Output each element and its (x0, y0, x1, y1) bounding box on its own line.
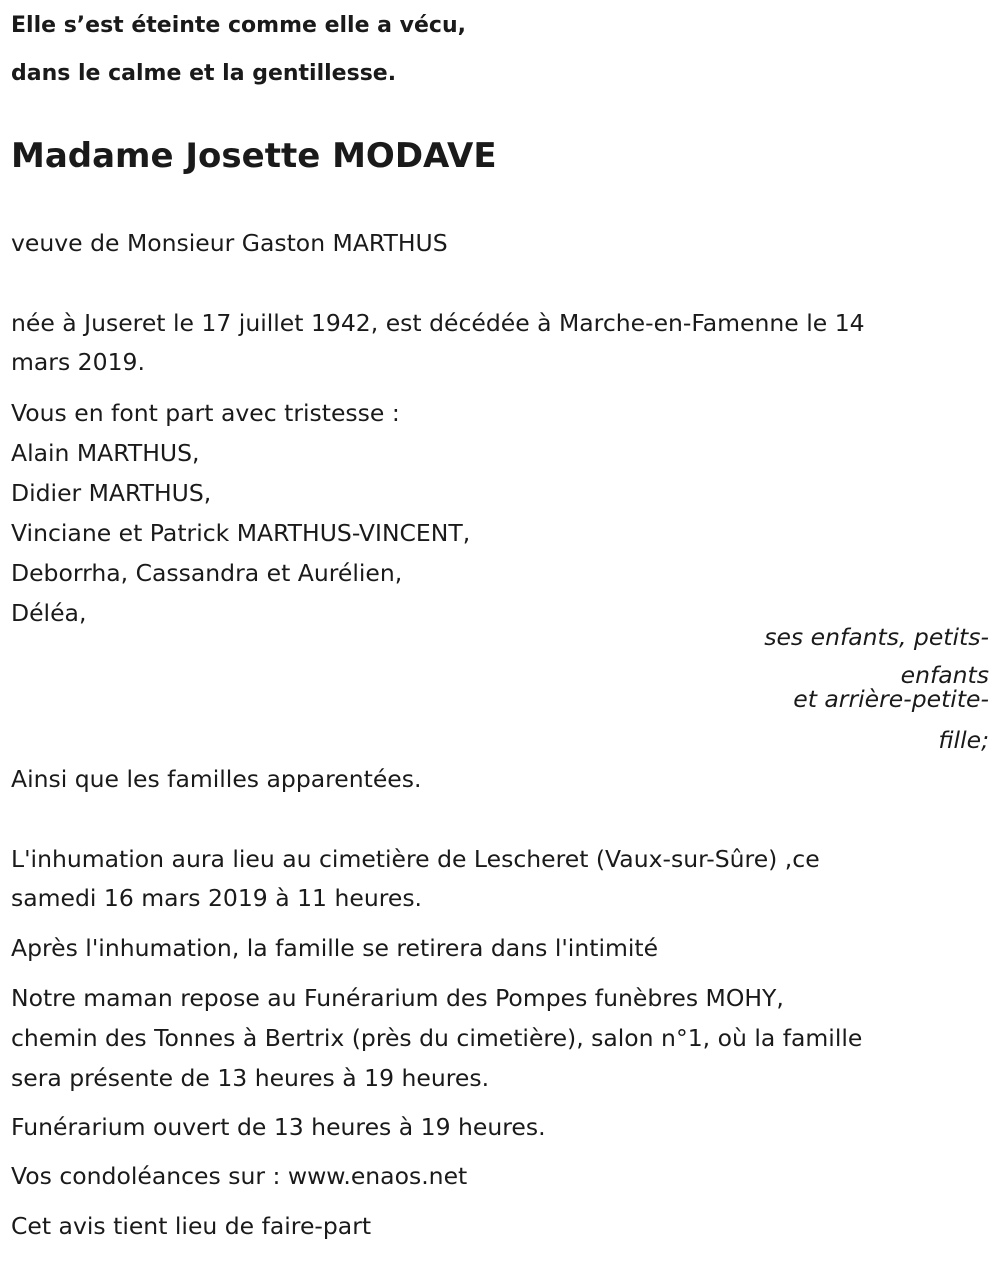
extended-family: Ainsi que les familles apparentées. (11, 765, 422, 793)
notice-line: Cet avis tient lieu de faire-part (11, 1212, 372, 1240)
intro-line-1: Elle s’est éteinte comme elle a vécu, (11, 13, 466, 38)
rest-line-1: Notre maman repose au Funérarium des Pompes funèbres MOHY, (11, 984, 784, 1012)
burial-line-2: samedi 16 mars 2019 à 11 heures. (11, 884, 423, 912)
birth-death-line-2: mars 2019. (11, 348, 145, 376)
birth-death-line-1: née à Juseret le 17 juillet 1942, est décédée à Marche-en-Famenne le 14 (11, 309, 865, 337)
family-announcement: Vous en font part avec tristesse : (11, 399, 400, 427)
relation-line-1: ses enfants, petits- (764, 623, 989, 651)
relation-line-2: enfants (900, 661, 989, 689)
deceased-name: Madame Josette MODAVE (11, 136, 497, 176)
intro-line-2: dans le calme et la gentillesse. (11, 61, 397, 86)
burial-line-1: L'inhumation aura lieu au cimetière de Lescheret (Vaux-sur-Sûre) ,ce (11, 845, 820, 873)
relation-line-3: et arrière-petite- (793, 685, 989, 713)
rest-line-3: sera présente de 13 heures à 19 heures. (11, 1064, 490, 1092)
condolences-line: Vos condoléances sur : www.enaos.net (11, 1162, 468, 1190)
family-member: Deborrha, Cassandra et Aurélien, (11, 559, 403, 587)
relation-line-4: fille; (938, 726, 989, 754)
funeral-home-hours: Funérarium ouvert de 13 heures à 19 heures. (11, 1113, 546, 1141)
rest-line-2: chemin des Tonnes à Bertrix (près du cimetière), salon n°1, où la famille (11, 1024, 863, 1052)
family-member: Didier MARTHUS, (11, 479, 212, 507)
after-burial: Après l'inhumation, la famille se retirera dans l'intimité (11, 934, 659, 962)
family-member: Vinciane et Patrick MARTHUS-VINCENT, (11, 519, 471, 547)
family-member: Déléa, (11, 599, 87, 627)
spouse-line: veuve de Monsieur Gaston MARTHUS (11, 229, 448, 257)
family-member: Alain MARTHUS, (11, 439, 200, 467)
